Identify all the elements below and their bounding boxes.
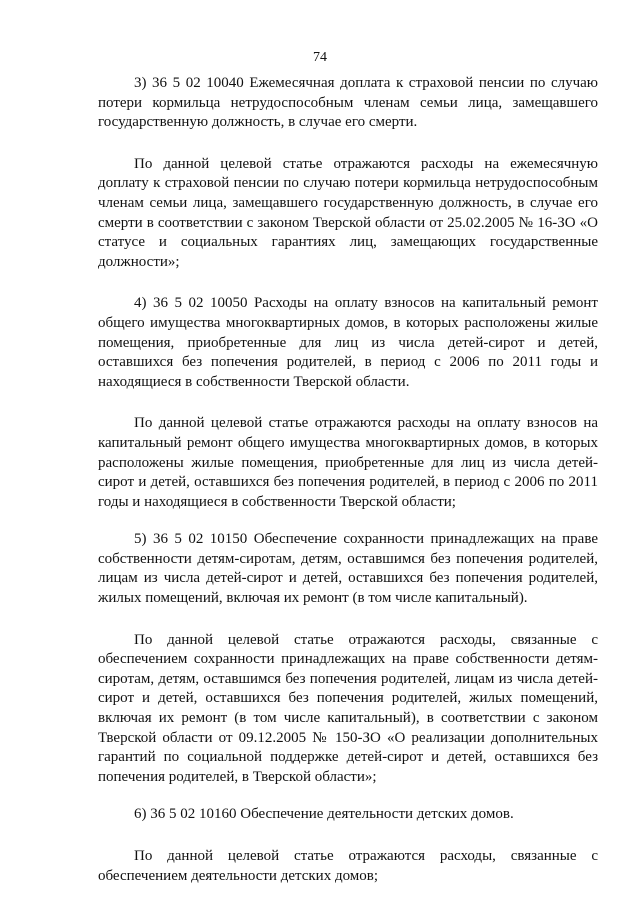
paragraph-item-5-heading: 5) 36 5 02 10150 Обеспечение сохранности принадлежащих на праве собственности детям-сиротам, детям, оставшимся без попечения родителей, лицам из числа детей-сирот и детей, оставшихся без попечения родителей, жилых помещений, включая их ремонт (в том числе капитальный). [98,531,598,607]
paragraph-item-6-heading: 6) 36 5 02 10160 Обеспечение деятельности детских домов. [134,806,514,823]
document-body [98,74,598,886]
paragraph-item-6-description: По данной целевой статье отражаются расходы, связанные с обеспечением деятельности детских домов; [98,848,598,884]
paragraph-item-4-heading: 4) 36 5 02 10050 Расходы на оплату взносов на капитальный ремонт общего имущества многоквартирных домов, в которых расположены жилые помещения, приобретенные для лиц из числа детей-сирот и детей, оставшихся без попечения родителей, в период с 2006 по 2011 годы и находящиеся в собственности Тверской области. [98,295,598,390]
paragraph-item-3-heading: 3) 36 5 02 10040 Ежемесячная доплата к страховой пенсии по случаю потери кормильца нетрудоспособным членам семьи лица, замещавшего государственную должность, в случае его смерти. [98,75,598,131]
paragraph-item-5-description: По данной целевой статье отражаются расходы, связанные с обеспечением сохранности принадлежащих на праве собственности детям-сиротам, детям, оставшимся без попечения родителей, лицам из числа детей-сирот и детей, оставшихся без попечения родителей, жилых помещений, включая их ремонт (в том числе капитальный), в соответствии с законом Тверской области от 09.12.2005 № 150-ЗО «О реализации дополнительных гарантий по социальной поддержке детей-сирот и детей, оставшихся без попечения родителей, в Тверской области»; [98,631,598,785]
page-number: 74 [313,50,327,65]
paragraph-item-4-description: По данной целевой статье отражаются расходы на оплату взносов на капитальный ремонт общего имущества многоквартирных домов, в которых расположены жилые помещения, приобретенные для лиц из числа детей-сирот и детей, оставшихся без попечения родителей, в период с 2006 по 2011 годы и находящиеся в собственности Тверской области; [98,415,598,510]
paragraph-item-3-description: По данной целевой статье отражаются расходы на ежемесячную доплату к страховой пенсии по случаю потери кормильца нетрудоспособным членам семьи лица, замещавшего государственную должность, в случае его смерти в соответствии с законом Тверской области от 25.02.2005 № 16-ЗО «О статусе и социальных гарантиях лиц, замещающих государственные должности»; [98,155,598,270]
